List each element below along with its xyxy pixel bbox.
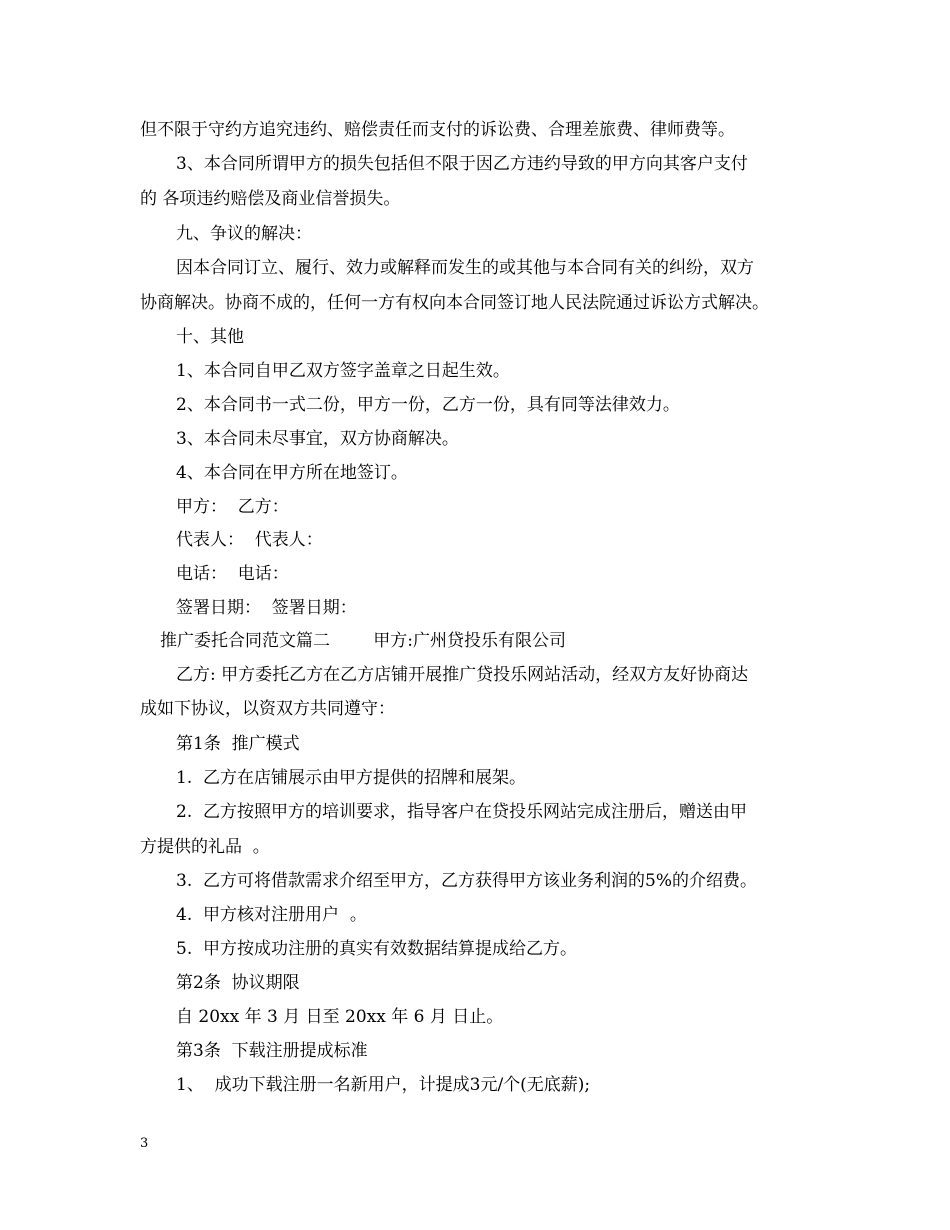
text-line: 3、本合同未尽事宜，双方协商解决。	[176, 429, 459, 449]
signature-representative-line: 代表人： 代表人：	[176, 530, 323, 550]
article-heading: 第3条 下载注册提成标准	[176, 1041, 368, 1061]
signature-party-line: 甲方： 乙方：	[176, 497, 289, 517]
section-heading: 九、争议的解决：	[176, 224, 312, 244]
text-line: 2、本合同书一式二份，甲方一份，乙方一份，具有同等法律效力。	[176, 395, 680, 415]
text-line: 4. 甲方核对注册用户 。	[176, 905, 367, 925]
text-line: 3、本合同所谓甲方的损失包括但不限于因乙方违约导致的甲方向其客户支付	[176, 154, 748, 174]
signature-phone-line: 电话： 电话：	[176, 564, 289, 584]
text-line: 成如下协议，以资双方共同遵守：	[140, 699, 395, 719]
section-title-line: 推广委托合同范文篇二 甲方:广州贷投乐有限公司	[160, 631, 566, 651]
text-line: 但不限于守约方追究违约、赔偿责任而支付的诉讼费、合理差旅费、律师费等。	[140, 120, 735, 140]
text-line: 自 20xx 年 3 月 日至 20xx 年 6 月 日止。	[176, 1007, 504, 1027]
text-line: 2. 乙方按照甲方的培训要求，指导客户在贷投乐网站完成注册后，赠送由甲	[176, 802, 748, 822]
text-line: 因本合同订立、履行、效力或解释而发生的或其他与本合同有关的纠纷，双方	[176, 258, 754, 278]
text-line: 乙方: 甲方委托乙方在乙方店铺开展推广贷投乐网站活动，经双方友好协商达	[176, 665, 749, 685]
text-line: 1. 乙方在店铺展示由甲方提供的招牌和展架。	[176, 768, 527, 788]
page-number: 3	[140, 1136, 149, 1151]
text-line: 3. 乙方可将借款需求介绍至甲方，乙方获得甲方该业务利润的5%的介绍费。	[176, 871, 757, 891]
text-line: 4、本合同在甲方所在地签订。	[176, 463, 408, 483]
text-line: 5. 甲方按成功注册的真实有效数据结算提成给乙方。	[176, 939, 578, 959]
text-line: 方提供的礼品 。	[140, 837, 270, 857]
text-line: 的 各项违约赔偿及商业信誉损失。	[140, 189, 401, 209]
article-heading: 第1条 推广模式	[176, 734, 300, 754]
text-line: 1、本合同自甲乙双方签字盖章之日起生效。	[176, 361, 510, 381]
signature-date-line: 签署日期： 签署日期：	[176, 598, 357, 618]
text-line: 1、 成功下载注册一名新用户，计提成3元/个(无底薪);	[176, 1075, 591, 1095]
section-heading: 十、其他	[176, 327, 244, 347]
article-heading: 第2条 协议期限	[176, 973, 300, 993]
text-line: 协商解决。协商不成的，任何一方有权向本合同签订地人民法院通过诉讼方式解决。	[140, 293, 769, 313]
